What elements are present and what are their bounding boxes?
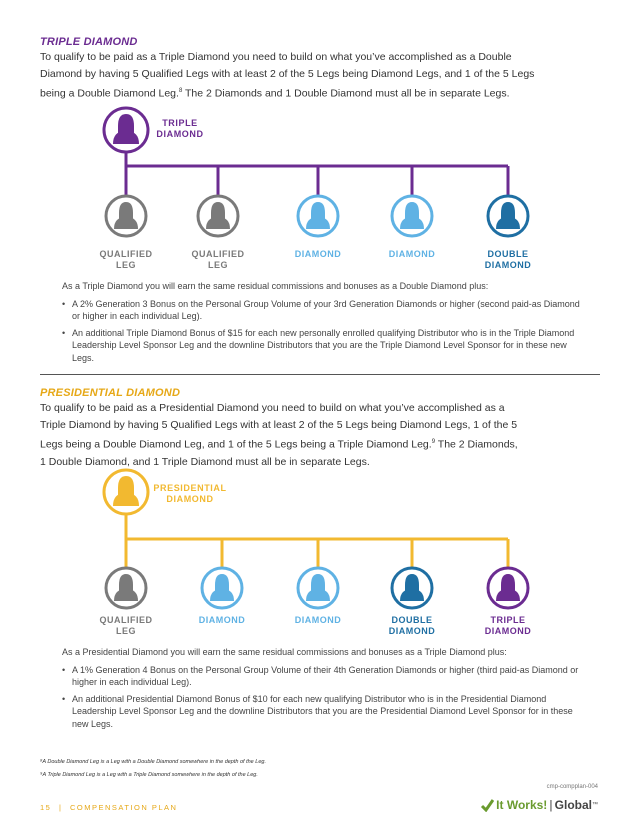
leg-avatar-icon <box>298 568 338 608</box>
intro-line: To qualify to be paid as a Triple Diamond you need to build on what you’ve accomplished as a Double <box>40 51 512 63</box>
leg-avatar-icon <box>488 568 528 608</box>
presidential-diamond-benefits <box>62 646 582 734</box>
footer-separator: | <box>58 803 63 812</box>
leg-label: QUALIFIED LEG <box>99 615 153 636</box>
leg-label: DIAMOND <box>388 249 436 259</box>
presidential-diamond-intro <box>40 400 580 471</box>
connector-lines <box>126 512 508 568</box>
intro-line: being a Double Diamond Leg.$^8$ The 2 Diamonds and 1 Double Diamond must all be in separate Legs. <box>40 87 510 100</box>
section-title-triple-diamond: TRIPLE DIAMOND <box>40 36 138 48</box>
brand-name-global: Global <box>554 798 592 812</box>
section-divider <box>40 374 600 375</box>
benefit-item: • A 1% Generation 4 Bonus on the Personal Group Volume of their 4th Generation Diamonds or higher (third paid-as Diamond or higher in each individual Leg). <box>62 664 582 689</box>
leg-label: QUALIFIED LEG <box>191 249 245 270</box>
document-code: cmp-compplan-004 <box>546 784 598 790</box>
intro-line: To qualify to be paid as a Presidential Diamond you need to build on what you’ve accomplished as a <box>40 402 505 414</box>
triple-diamond-boss-label <box>140 118 220 140</box>
triple-diamond-intro <box>40 49 580 103</box>
boss-label-line: TRIPLE <box>162 118 198 128</box>
benefit-item: • An additional Triple Diamond Bonus of $15 for each new personally enrolled qualifying Distributor who is in the Triple Diamond Leadership Level Sponsor Leg and the downline Distributors that you are the Triple Diamond Level Sponsor for in these new Legs. <box>62 327 582 365</box>
leg-avatar-icon <box>392 196 432 236</box>
leg-label: DIAMOND <box>294 249 342 259</box>
benefit-item: • An additional Presidential Diamond Bonus of $10 for each new qualifying Distributor who is in the Presidential Diamond Leadership Level Sponsor Leg and the downline Distributors that you are the Presidential Diamond Level Sponsor for in these new Legs. <box>62 693 582 731</box>
section-title-presidential-diamond: PRESIDENTIAL DIAMOND <box>40 387 181 399</box>
footer-section: COMPENSATION PLAN <box>69 803 178 812</box>
triple-diamond-benefits <box>62 280 582 368</box>
presidential-diamond-boss-label <box>150 483 230 505</box>
intro-line: Legs being a Double Diamond Leg, and 1 of the 5 Legs being a Triple Diamond Leg.$^9$ The 2 Diamonds, <box>40 438 518 451</box>
intro-line: Diamond by having 5 Qualified Legs with at least 2 of the 5 Legs being Diamond Legs, and 1 of the 5 Legs <box>40 68 535 80</box>
leg-label: TRIPLE DIAMOND <box>484 615 532 636</box>
page-number: 15 <box>40 803 52 812</box>
benefit-lead: As a Triple Diamond you will earn the same residual commissions and bonuses as a Double Diamond plus: <box>62 281 489 291</box>
brand-name: It Works! <box>496 798 548 812</box>
intro-line: Triple Diamond by having 5 Qualified Legs with at least 2 of the 5 Legs being Diamond Legs, 1 of the 5 <box>40 419 518 431</box>
leg-label: DOUBLE DIAMOND <box>388 615 436 636</box>
leg-label: DOUBLE DIAMOND <box>484 249 532 270</box>
trademark: ™ <box>592 802 598 808</box>
intro-line: 1 Double Diamond, and 1 Triple Diamond must all be in separate Legs. <box>40 455 370 468</box>
benefit-item: • A 2% Generation 3 Bonus on the Personal Group Volume of your 3rd Generation Diamonds or higher (second paid-as Diamond or higher in each individual Leg). <box>62 298 582 323</box>
presidential-diamond-avatar-icon <box>104 470 148 514</box>
boss-label-line: PRESIDENTIAL <box>153 483 227 493</box>
brand-logo <box>480 798 598 812</box>
leg-avatar-icon <box>298 196 338 236</box>
leg-label: DIAMOND <box>198 615 246 625</box>
brand-separator: | <box>549 798 553 812</box>
leg-label: QUALIFIED LEG <box>99 249 153 270</box>
leg-avatar-icon <box>488 196 528 236</box>
connector-lines <box>126 150 508 196</box>
boss-label-line: DIAMOND <box>166 494 214 504</box>
leg-avatar-icon <box>106 196 146 236</box>
leg-avatar-icon <box>202 568 242 608</box>
page-footer <box>40 803 177 812</box>
leg-avatar-icon <box>392 568 432 608</box>
leg-label: DIAMOND <box>294 615 342 625</box>
presidential-diamond-org-chart <box>0 468 638 618</box>
footnote-8: ⁸A Double Diamond Leg is a Leg with a Double Diamond somewhere in the depth of the Leg. <box>40 759 266 765</box>
leg-avatar-icon <box>198 196 238 236</box>
benefit-lead: As a Presidential Diamond you will earn the same residual commissions and bonuses as a Triple Diamond plus: <box>62 647 507 657</box>
footnote-9: ⁹A Triple Diamond Leg is a Leg with a Triple Diamond somewhere in the depth of the Leg. <box>40 772 258 778</box>
leg-avatar-icon <box>106 568 146 608</box>
check-icon <box>480 798 494 812</box>
boss-label-line: DIAMOND <box>156 129 204 139</box>
